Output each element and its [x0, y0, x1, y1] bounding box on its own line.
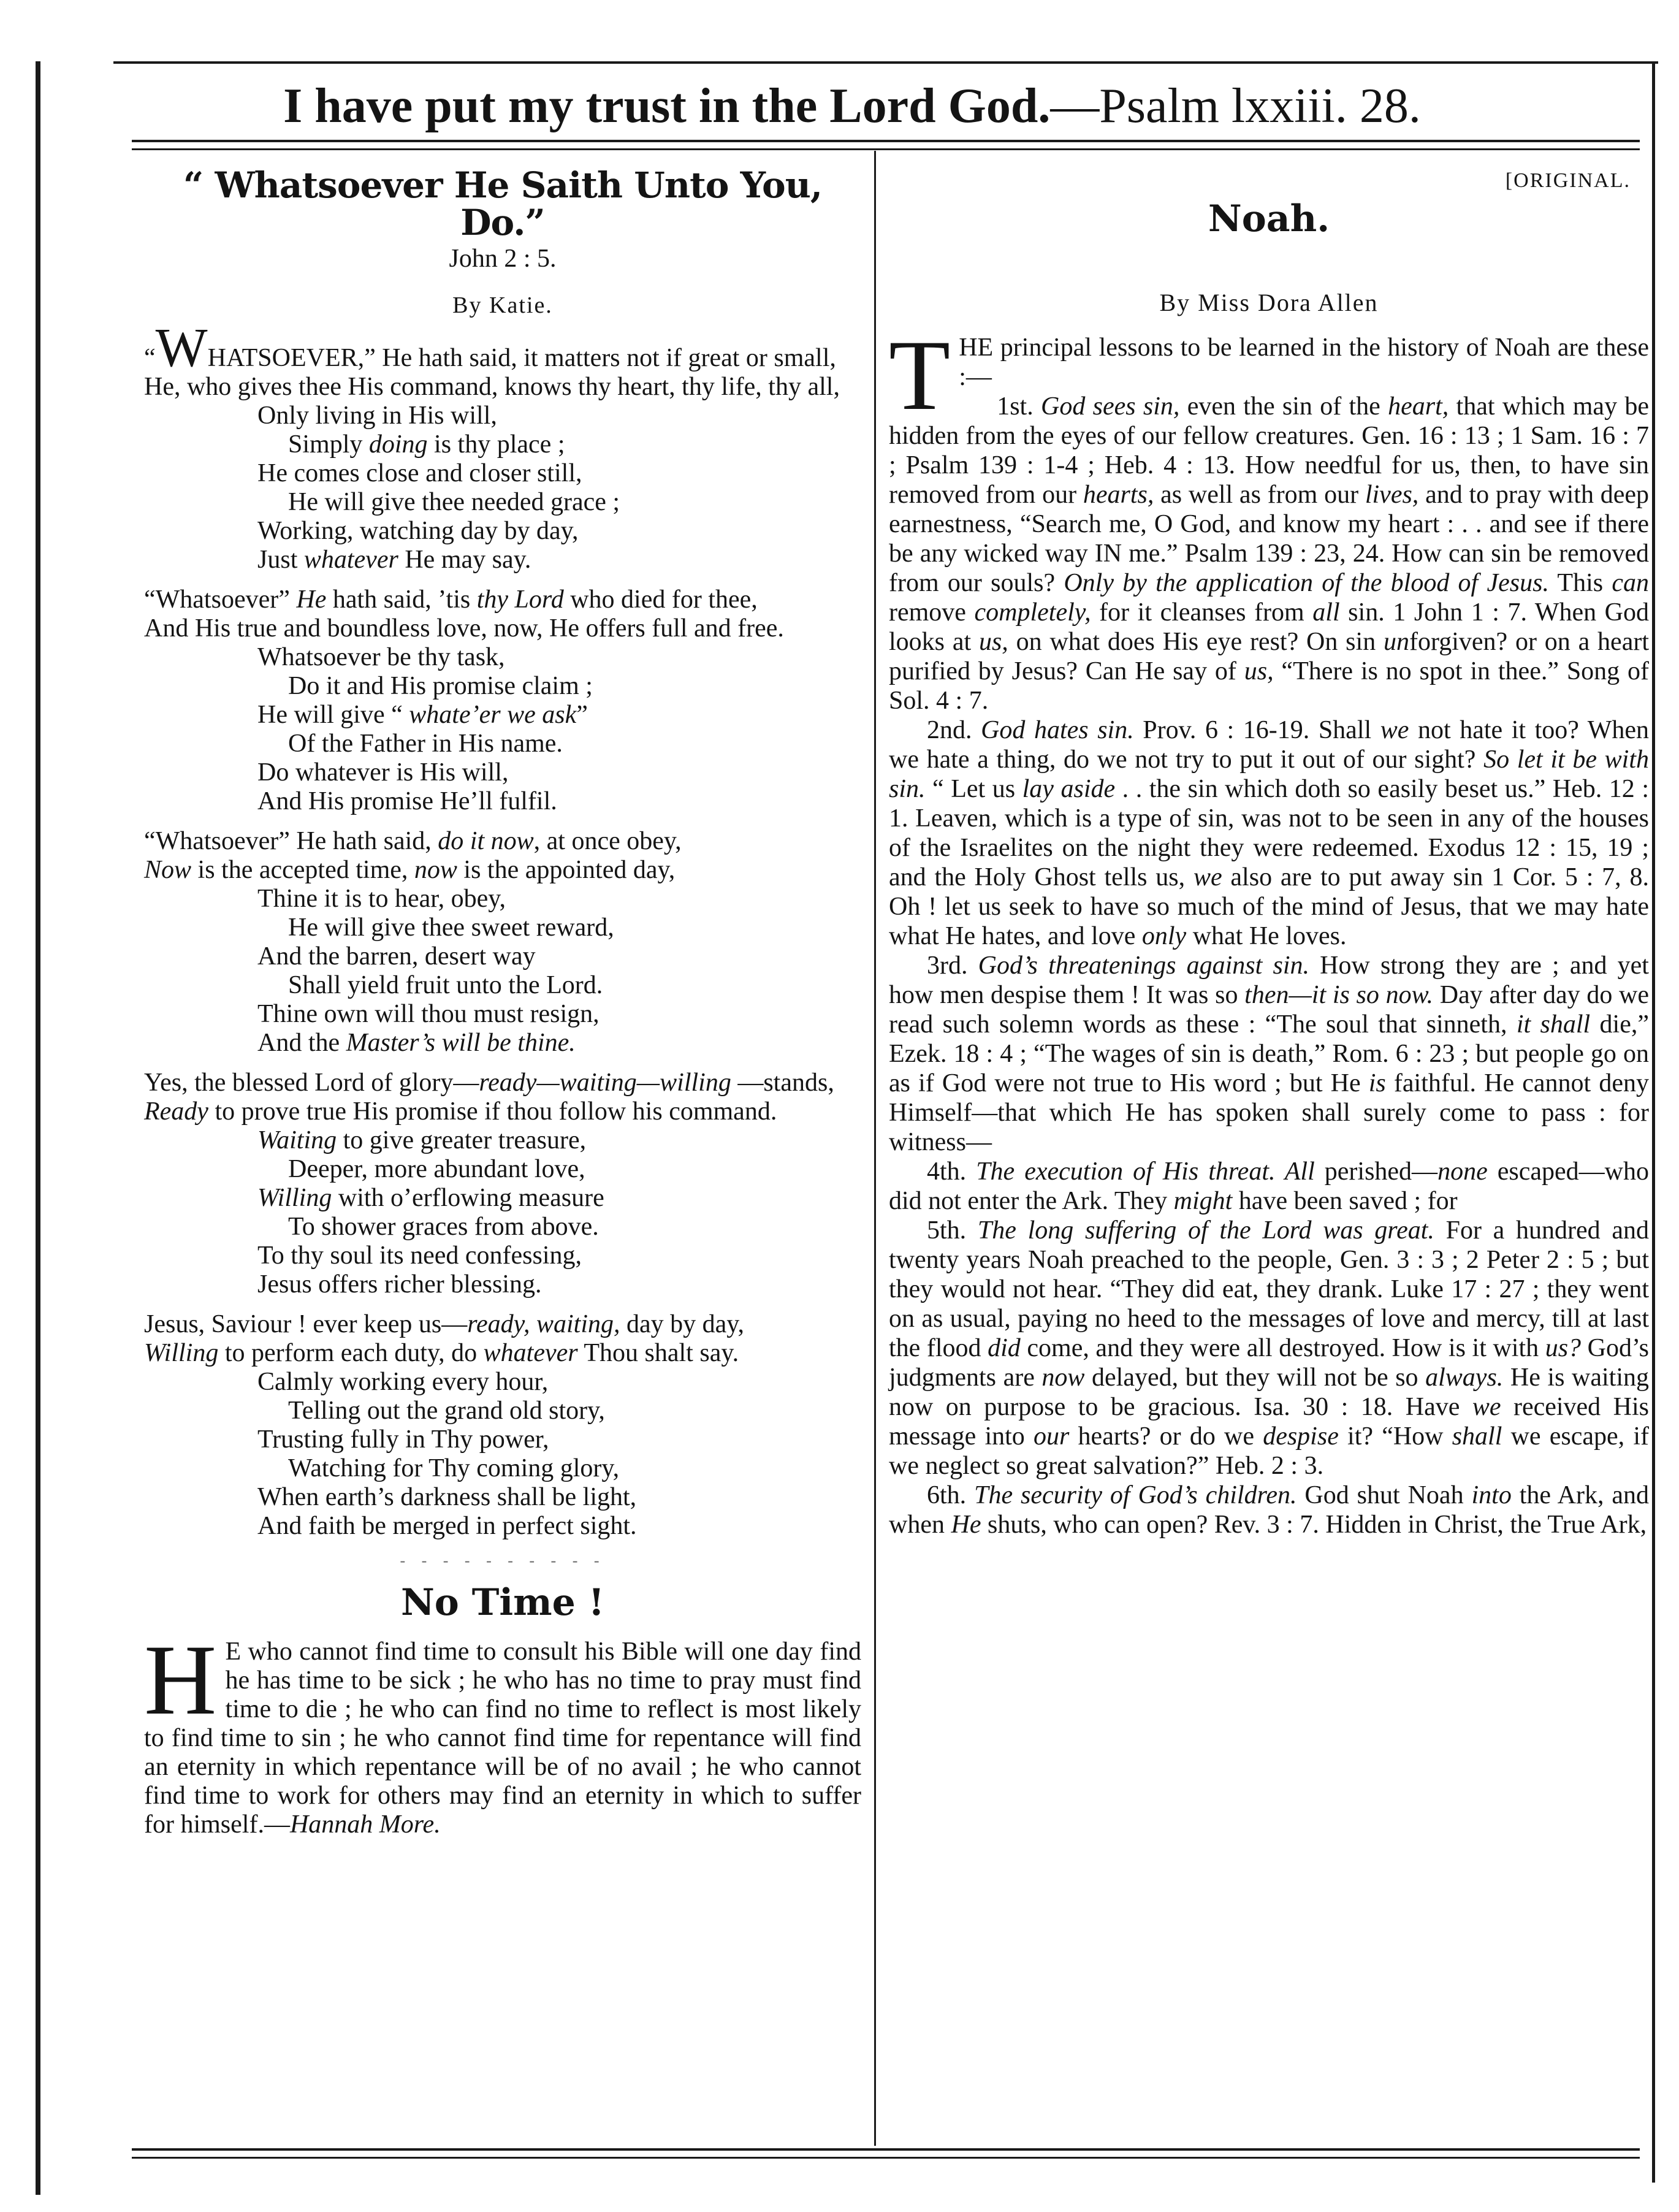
frame-top-rule [113, 61, 1658, 64]
section-separator: - - - - - - - - - - [400, 1551, 606, 1569]
poem-stanza [144, 827, 861, 1058]
poem-reference: John 2 : 5. [449, 244, 557, 273]
poem-line: Jesus, Saviour ! ever keep us—ready, waiting, day by day, [144, 1310, 745, 1338]
drop-cap: H [144, 1624, 217, 1736]
poem-line: He will give thee needed grace ; [288, 487, 620, 516]
poem-line: Calmly working every hour, [257, 1367, 549, 1396]
noah-intro: THE principal lessons to be learned in the history of Noah are these :— [889, 320, 1649, 431]
poem-line: Thine it is to hear, obey, [257, 884, 506, 913]
poem-line: And His promise He’ll fulfil. [257, 787, 557, 815]
poem-line: Thine own will thou must resign, [257, 999, 600, 1028]
poem-line: Now is the accepted time, now is the appointed day, [144, 855, 676, 884]
notime-title: No Time ! [400, 1581, 605, 1624]
poem-line: Simply doing is thy place ; [288, 430, 565, 459]
drop-cap: T [889, 320, 951, 431]
column-divider [874, 151, 876, 2146]
poem-line: Only living in His will, [257, 401, 497, 430]
noah-para-5: 5th. The long suffering of the Lord was great. For a hundred and twenty years Noah preached to the people, Gen. 3 : 3 ; 2 Peter 2 : 5 ; but they would not hear. “They did eat, they drank. Luke 17 : 27 ; they went on as usual, paying no heed to the messages of love and mercy, till at last the flood did come, and they were all destroyed. How is it with us? God’s judgments are now delayed, but they will not be so always. He is waiting now on purpose to be gracious. Isa. 30 : 18. Have we received His message into our hearts? or do we despise it? “How shall we escape, if we neglect so great salvation?” Heb. 2 : 3. [889, 1216, 1649, 1480]
poem-line: He will give thee sweet reward, [288, 913, 614, 942]
poem-line: Trusting fully in Thy power, [257, 1425, 549, 1454]
noah-para-2: 2nd. God hates sin. Prov. 6 : 16-19. Shall we not hate it too? When we hate a thing, do we not try to put it out of our sight? So let it be with sin. “ Let us lay aside . . the sin which doth so easily beset us.” Heb. 12 : 1. Leaven, which is a type of sin, was not to be seen in any of the houses of the Israelites on the night they were redeemed. Exodus 12 : 15, 19 ; and the Holy Ghost tells us, we also are to put away sin 1 Cor. 5 : 7, 8. Oh ! let us seek to have so much of the mind of Jesus, that we may hate what He hates, and love only what He loves. [889, 716, 1650, 950]
poem-line: And His true and boundless love, now, He offers full and free. [144, 614, 784, 643]
notime-text: H E who cannot find time to consult his Bible will one day find he has time to be sick ; he who has no time to pray must find time to die ; he who can find no time to reflect is most likely to find time to sin ; he who cannot find time for repentance will find an eternity in which repentance will be of no avail ; he who cannot find time to work for others may find an eternity in which to suffer for himself.—Hannah More. [144, 1624, 861, 1839]
page-header [123, 72, 1582, 141]
poem-line: He will give “ whate’er we ask” [257, 700, 588, 729]
drop-cap-w: W [155, 317, 208, 378]
poem-byline: By Katie. [452, 292, 553, 318]
poem-line: And the Master’s will be thine. [257, 1028, 576, 1057]
poem-line: Watching for Thy coming glory, [288, 1454, 620, 1482]
poem-line: “Whatsoever” He hath said, do it now, at once obey, [144, 826, 682, 855]
left-margin-rule [36, 61, 40, 2195]
poem-line: Do whatever is His will, [257, 758, 509, 787]
noah-para-3: 3rd. God’s threatenings against sin. How strong they are ; and yet how men despise them ! It was so then—it is so now. Day after day do we read such solemn words as these : “The soul that sinneth, it shall die,” Ezek. 18 : 4 ; “The wages of sin is death,” Rom. 6 : 23 ; but people go on as if God were not true to His word ; but He is faithful. He cannot deny Himself—that which He has spoken shall surely come to pass : for witness— [889, 952, 1649, 1156]
footer-double-rule [132, 2148, 1640, 2159]
noah-title: Noah. [1208, 197, 1330, 240]
poem-stanza [144, 1069, 861, 1299]
poem-line: Ready to prove true His promise if thou follow his command. [144, 1097, 777, 1126]
poem-line: To thy soul its need confessing, [257, 1241, 582, 1270]
poem-line: “WHATSOEVER,” He hath said, it matters not if great or small, [144, 317, 836, 378]
poem-line: Waiting to give greater treasure, [257, 1126, 587, 1154]
poem-line: Telling out the grand old story, [288, 1396, 605, 1425]
poem-line: And the barren, desert way [257, 942, 536, 971]
poem-line: When earth’s darkness shall be light, [257, 1482, 637, 1511]
poem-line: He, who gives thee His command, knows thy heart, thy life, thy all, [144, 372, 840, 401]
header-motto: I have put my trust in the Lord God. [283, 79, 1051, 133]
poem-line: And faith be merged in perfect sight. [257, 1511, 637, 1540]
poem-stanza [144, 317, 861, 574]
poem-line: To shower graces from above. [288, 1212, 599, 1241]
poem-line: Of the Father in His name. [288, 729, 563, 758]
poem-stanza [144, 585, 861, 816]
header-citation: —Psalm lxxiii. 28. [1050, 79, 1421, 133]
poem-line: Shall yield fruit unto the Lord. [288, 971, 603, 999]
poem-line: Willing to perform each duty, do whatever Thou shalt say. [144, 1338, 739, 1367]
poem-line: Just whatever He may say. [257, 545, 531, 574]
right-column [889, 154, 1649, 1539]
poem-title: “ Whatsoever He Saith Unto You, Do.” [183, 164, 823, 243]
poem-line: “Whatsoever” He hath said, ’tis thy Lord who died for thee, [144, 585, 758, 614]
poem-line: Yes, the blessed Lord of glory—ready—waiting—willing —stands, [144, 1068, 834, 1097]
poem-line: He comes close and closer still, [257, 459, 582, 487]
noah-para-1: 1st. God sees sin, even the sin of the heart, that which may be hidden from the eyes of our fellow creatures. Gen. 16 : 13 ; 1 Sam. 16 : 7 ; Psalm 139 : 1-4 ; Heb. 4 : 13. How needful for us, then, to have sin removed from our hearts, as well as from our lives, and to pray with deep earnestness, “Search me, O God, and know my heart : . . and see if there be any wicked way IN me.” Psalm 139 : 23, 24. How can sin be removed from our souls? Only by the application of the blood of Jesus. This can remove completely, for it cleanses from all sin. 1 John 1 : 7. When God looks at us, on what does His eye rest? On sin unforgiven? or on a heart purified by Jesus? Can He say of us, “There is no spot in thee.” Song of Sol. 4 : 7. [889, 392, 1650, 715]
frame-right-rule [1652, 61, 1655, 2183]
poem-line: Whatsoever be thy task, [257, 643, 505, 671]
noah-byline: By Miss Dora Allen [1159, 289, 1379, 316]
poem-stanza [144, 1310, 861, 1541]
poem-line: Do it and His promise claim ; [288, 671, 593, 700]
noah-para-4: 4th. The execution of His threat. All perished—none escaped—who did not enter the Ark. They might have been saved ; for [889, 1157, 1649, 1215]
poem-line: Working, watching day by day, [257, 516, 579, 545]
poem-line: Willing with o’erflowing measure [257, 1183, 604, 1212]
poem-line: Jesus offers richer blessing. [257, 1270, 542, 1299]
original-tag: [ORIGINAL. [1505, 169, 1631, 192]
notime-author: Hannah More. [289, 1810, 441, 1839]
left-column [144, 154, 861, 1839]
header-double-rule [132, 140, 1640, 150]
noah-para-6: 6th. The security of God’s children. God shut Noah into the Ark, and when He shuts, who can open? Rev. 3 : 7. Hidden in Christ, the True Ark, [889, 1481, 1650, 1539]
poem-line: Deeper, more abundant love, [288, 1154, 585, 1183]
